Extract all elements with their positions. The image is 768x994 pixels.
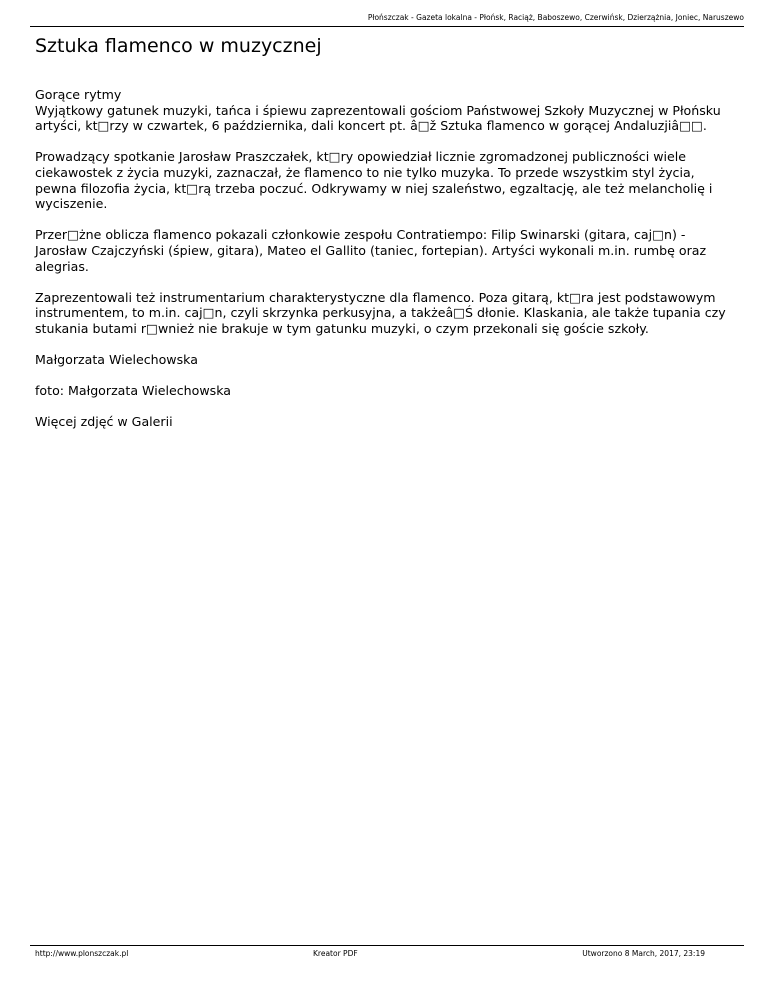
paragraph-performers: Przer□żne oblicza flamenco pokazali członkowie zespołu Contratiempo: Filip Swinarski (gitara, caj□n) - Jarosław Czajczyński (śpiew, gitara), Mateo el Gallito (taniec, fortepian). Artyści wykonali m.in. rumbę oraz alegrias.: [35, 227, 707, 274]
photo-credit: foto: Małgorzata Wielechowska: [35, 383, 231, 399]
intro-paragraph: [35, 87, 740, 134]
footer-divider: [30, 945, 744, 946]
article-title: Sztuka flamenco w muzycznej: [35, 35, 322, 57]
page-header: Płońszczak - Gazeta lokalna - Płońsk, Raciąż, Baboszewo, Czerwińsk, Dzierzążnia, Joniec, Naruszewo: [367, 13, 744, 22]
header-divider: [30, 26, 744, 27]
intro-subheading: Gorące rytmy: [35, 87, 122, 102]
article-body: [35, 87, 740, 446]
paragraph-instruments: Zaprezentowali też instrumentarium charakterystyczne dla flamenco. Poza gitarą, kt□ra jest podstawowym instrumentem, to m.in. caj□n, czyli skrzynka perkusyjna, a takżeâ□Ś dłonie. Klaskania, ale także tupania czy stukania butami r□wnież nie brakuje w tym gatunku muzyki, o czym przekonali się goście szkoły.: [35, 289, 726, 336]
footer-generator: Kreator PDF: [313, 949, 358, 958]
paragraph-host: Prowadzący spotkanie Jarosław Praszczałek, kt□ry opowiedział licznie zgromadzonej publiczności wiele ciekawostek z życia muzyki, zaznaczał, że flamenco to nie tylko muzyka. To przede wszystkim styl życia, pewna filozofia życia, kt□rą trzeba poczuć. Odkrywamy w niej szaleństwo, egzaltację, ale też melancholię i wyciszenie.: [35, 149, 713, 212]
footer-created: Utworzono 8 March, 2017, 23:19: [582, 949, 705, 958]
footer-url: http://www.plonszczak.pl: [35, 949, 129, 958]
gallery-link[interactable]: Więcej zdjęć w Galerii: [35, 414, 173, 430]
intro-text: Wyjątkowy gatunek muzyki, tańca i śpiewu zaprezentowali gościom Państwowej Szkoły Muzycznej w Płońsku artyści, kt□rzy w czwartek, 6 października, dali koncert pt. â□ž Sztuka flamenco w gorącej Andaluzjiâ□□.: [35, 102, 721, 134]
author-name: Małgorzata Wielechowska: [35, 352, 198, 368]
